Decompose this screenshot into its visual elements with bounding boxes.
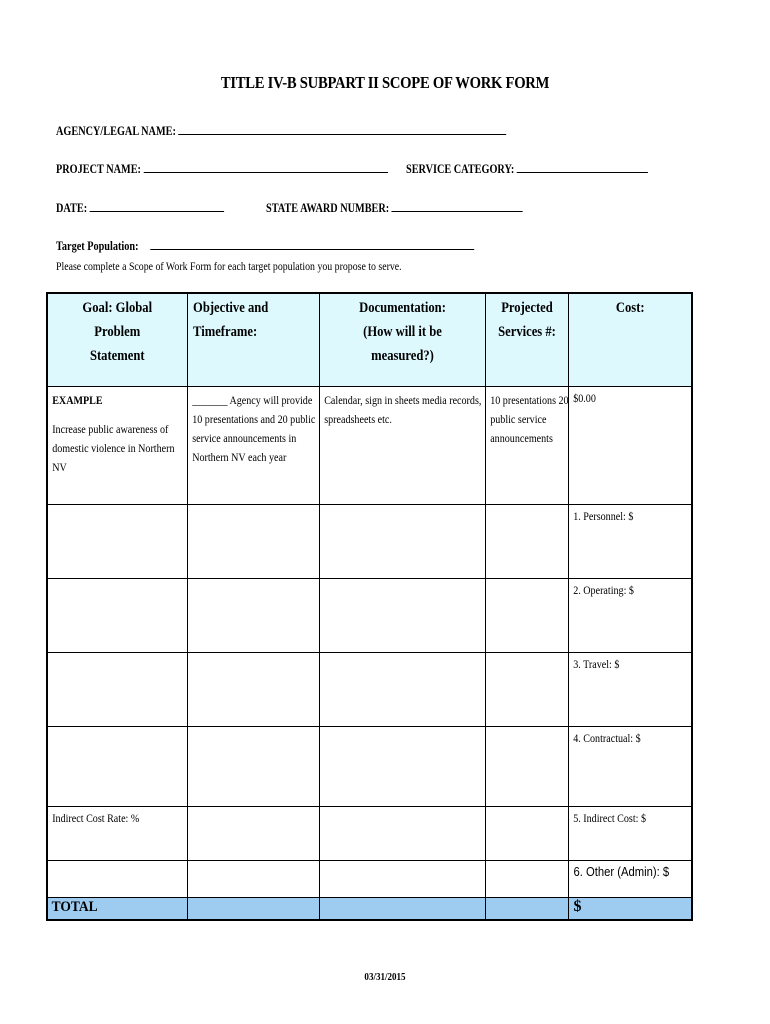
- project-field[interactable]: [56, 160, 388, 177]
- total-cost-cell[interactable]: $: [568, 898, 692, 921]
- agency-field[interactable]: [56, 122, 506, 139]
- header-projected: Projected Services #:: [485, 293, 568, 387]
- header-goal: Goal: Global Problem Statement: [47, 293, 187, 387]
- total-row: [47, 898, 692, 921]
- travel-cost-cell[interactable]: 3. Travel: $: [568, 653, 692, 727]
- objective-input-cell[interactable]: [187, 505, 319, 579]
- projected-input-cell[interactable]: [485, 579, 568, 653]
- table-row: [47, 807, 692, 861]
- objective-input-cell[interactable]: [187, 653, 319, 727]
- header-cost: Cost:: [568, 293, 692, 387]
- date-field[interactable]: [56, 199, 224, 216]
- projected-input-cell[interactable]: [485, 861, 568, 898]
- service-category-label: SERVICE CATEGORY:: [406, 162, 515, 176]
- total-blank-cell: [485, 898, 568, 921]
- goal-input-cell[interactable]: [47, 727, 187, 807]
- other-admin-cost-cell[interactable]: 6. Other (Admin): $: [568, 861, 692, 898]
- example-goal: Increase public awareness of domestic violence in Northern NV: [52, 422, 175, 474]
- agency-label: AGENCY/LEGAL NAME:: [56, 124, 176, 138]
- projected-input-cell[interactable]: [485, 653, 568, 727]
- table-row: [47, 653, 692, 727]
- table-row: [47, 861, 692, 898]
- service-category-line[interactable]: [517, 160, 648, 173]
- documentation-input-cell[interactable]: [319, 579, 485, 653]
- indirect-cost-cell[interactable]: 5. Indirect Cost: $: [568, 807, 692, 861]
- date-label: DATE:: [56, 201, 88, 215]
- form-title: TITLE IV-B SUBPART II SCOPE OF WORK FORM: [220, 73, 550, 92]
- example-goal-cell: [47, 387, 187, 505]
- documentation-input-cell[interactable]: [319, 861, 485, 898]
- award-number-field[interactable]: [266, 199, 523, 216]
- projected-input-cell[interactable]: [485, 727, 568, 807]
- total-blank-cell: [187, 898, 319, 921]
- award-number-line[interactable]: [392, 199, 523, 212]
- objective-input-cell[interactable]: [187, 807, 319, 861]
- operating-cost-cell[interactable]: 2. Operating: $: [568, 579, 692, 653]
- documentation-input-cell[interactable]: [319, 653, 485, 727]
- target-population-field[interactable]: [56, 237, 474, 254]
- footer-date: 03/31/2015: [364, 972, 406, 983]
- goal-input-cell[interactable]: [47, 505, 187, 579]
- award-number-label: STATE AWARD NUMBER:: [266, 201, 390, 215]
- target-population-line[interactable]: [150, 237, 474, 250]
- target-population-label: Target Population:: [56, 239, 139, 253]
- table-row: [47, 579, 692, 653]
- goal-input-cell[interactable]: [47, 579, 187, 653]
- header-documentation: Documentation: (How will it be measured?): [319, 293, 485, 387]
- example-objective-cell: _______ Agency will provide 10 presentations and 20 public service announcements in Northern NV each year: [187, 387, 319, 505]
- example-row: [47, 387, 692, 505]
- header-objective: Objective and Timeframe:: [187, 293, 319, 387]
- total-label-cell: TOTAL: [47, 898, 187, 921]
- documentation-input-cell[interactable]: [319, 727, 485, 807]
- goal-input-cell[interactable]: [47, 861, 187, 898]
- instruction-note: Please complete a Scope of Work Form for each target population you propose to serve.: [56, 259, 402, 273]
- objective-input-cell[interactable]: [187, 579, 319, 653]
- indirect-rate-cell[interactable]: Indirect Cost Rate: %: [47, 807, 187, 861]
- date-line[interactable]: [90, 199, 224, 212]
- total-blank-cell: [319, 898, 485, 921]
- objective-input-cell[interactable]: [187, 727, 319, 807]
- projected-input-cell[interactable]: [485, 505, 568, 579]
- documentation-input-cell[interactable]: [319, 807, 485, 861]
- agency-line[interactable]: [178, 122, 506, 135]
- contractual-cost-cell[interactable]: 4. Contractual: $: [568, 727, 692, 807]
- table-row: [47, 727, 692, 807]
- service-category-field[interactable]: [406, 160, 648, 177]
- documentation-input-cell[interactable]: [319, 505, 485, 579]
- goal-input-cell[interactable]: [47, 653, 187, 727]
- example-documentation-cell: Calendar, sign in sheets media records, spreadsheets etc.: [319, 387, 485, 505]
- table-row: [47, 505, 692, 579]
- example-cost-cell: $0.00: [568, 387, 692, 505]
- example-projected-cell: 10 presentations 20 public service announcements: [485, 387, 568, 505]
- projected-input-cell[interactable]: [485, 807, 568, 861]
- project-line[interactable]: [143, 160, 387, 173]
- table-header-row: [47, 293, 692, 387]
- project-label: PROJECT NAME:: [56, 162, 141, 176]
- example-label: EXAMPLE: [52, 393, 103, 407]
- objective-input-cell[interactable]: [187, 861, 319, 898]
- personnel-cost-cell[interactable]: 1. Personnel: $: [568, 505, 692, 579]
- scope-of-work-table: [46, 292, 693, 921]
